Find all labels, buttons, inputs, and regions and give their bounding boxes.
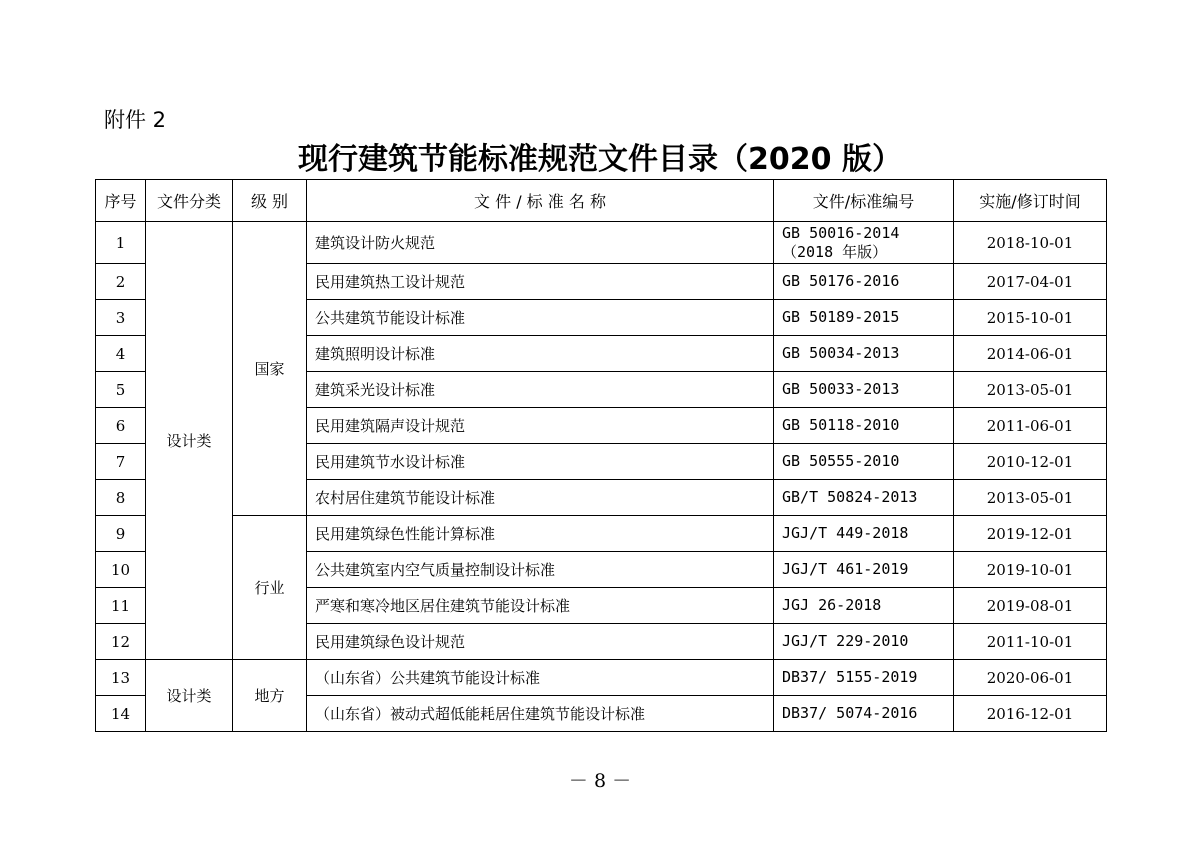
row-seq: 4 — [96, 336, 146, 372]
category-cell: 设计类 — [146, 660, 233, 732]
row-date: 2017-04-01 — [954, 264, 1107, 300]
row-name: 民用建筑绿色性能计算标准 — [307, 516, 774, 552]
row-seq: 1 — [96, 222, 146, 264]
row-date: 2015-10-01 — [954, 300, 1107, 336]
row-name: 严寒和寒冷地区居住建筑节能设计标准 — [307, 588, 774, 624]
row-seq: 12 — [96, 624, 146, 660]
row-date: 2010-12-01 — [954, 444, 1107, 480]
page-number: － 8 － — [568, 770, 632, 792]
row-name: 建筑采光设计标准 — [307, 372, 774, 408]
page-title: 现行建筑节能标准规范文件目录（2020 版） — [298, 142, 902, 177]
row-name: 民用建筑绿色设计规范 — [307, 624, 774, 660]
row-seq: 11 — [96, 588, 146, 624]
row-code: DB37/ 5155-2019 — [774, 660, 954, 696]
header-level: 级 别 — [233, 180, 307, 222]
row-seq: 6 — [96, 408, 146, 444]
row-code: GB 50118-2010 — [774, 408, 954, 444]
row-code: DB37/ 5074-2016 — [774, 696, 954, 732]
row-date: 2020-06-01 — [954, 660, 1107, 696]
row-date: 2019-08-01 — [954, 588, 1107, 624]
standards-table — [95, 179, 1107, 732]
category-cell: 设计类 — [146, 222, 233, 660]
header-seq: 序号 — [96, 180, 146, 222]
row-code-line2: （2018 年版） — [782, 242, 888, 261]
row-code: GB 50189-2015 — [774, 300, 954, 336]
row-date: 2018-10-01 — [954, 222, 1107, 264]
row-name: 建筑设计防火规范 — [307, 222, 774, 264]
row-seq: 13 — [96, 660, 146, 696]
table-row — [96, 222, 1107, 264]
row-name: 建筑照明设计标准 — [307, 336, 774, 372]
row-code: GB 50034-2013 — [774, 336, 954, 372]
row-date: 2013-05-01 — [954, 372, 1107, 408]
row-name: 公共建筑室内空气质量控制设计标准 — [307, 552, 774, 588]
table-row — [96, 516, 1107, 552]
level-cell: 国家 — [233, 222, 307, 516]
row-date: 2011-06-01 — [954, 408, 1107, 444]
header-category: 文件分类 — [146, 180, 233, 222]
row-code: GB 50176-2016 — [774, 264, 954, 300]
header-name: 文 件 / 标 准 名 称 — [307, 180, 774, 222]
row-date: 2011-10-01 — [954, 624, 1107, 660]
row-code: JGJ/T 461-2019 — [774, 552, 954, 588]
row-date: 2013-05-01 — [954, 480, 1107, 516]
table-header-row — [96, 180, 1107, 222]
row-code: JGJ 26-2018 — [774, 588, 954, 624]
attachment-label: 附件 2 — [104, 108, 167, 132]
header-date: 实施/修订时间 — [954, 180, 1107, 222]
row-name: 公共建筑节能设计标准 — [307, 300, 774, 336]
row-name: （山东省）公共建筑节能设计标准 — [307, 660, 774, 696]
row-name: （山东省）被动式超低能耗居住建筑节能设计标准 — [307, 696, 774, 732]
row-code: JGJ/T 229-2010 — [774, 624, 954, 660]
row-code: JGJ/T 449-2018 — [774, 516, 954, 552]
row-date: 2014-06-01 — [954, 336, 1107, 372]
header-code: 文件/标准编号 — [774, 180, 954, 222]
row-name: 民用建筑隔声设计规范 — [307, 408, 774, 444]
row-seq: 5 — [96, 372, 146, 408]
row-name: 民用建筑热工设计规范 — [307, 264, 774, 300]
row-date: 2019-10-01 — [954, 552, 1107, 588]
row-seq: 9 — [96, 516, 146, 552]
row-seq: 2 — [96, 264, 146, 300]
row-code: GB 50555-2010 — [774, 444, 954, 480]
row-code: GB/T 50824-2013 — [774, 480, 954, 516]
row-code — [774, 222, 954, 264]
table-row — [96, 660, 1107, 696]
row-code-line1: GB 50016-2014 — [782, 223, 900, 242]
level-cell: 行业 — [233, 516, 307, 660]
level-cell: 地方 — [233, 660, 307, 732]
row-date: 2016-12-01 — [954, 696, 1107, 732]
row-seq: 14 — [96, 696, 146, 732]
row-name: 民用建筑节水设计标准 — [307, 444, 774, 480]
row-seq: 7 — [96, 444, 146, 480]
row-date: 2019-12-01 — [954, 516, 1107, 552]
row-seq: 10 — [96, 552, 146, 588]
row-code: GB 50033-2013 — [774, 372, 954, 408]
row-name: 农村居住建筑节能设计标准 — [307, 480, 774, 516]
row-seq: 3 — [96, 300, 146, 336]
row-seq: 8 — [96, 480, 146, 516]
